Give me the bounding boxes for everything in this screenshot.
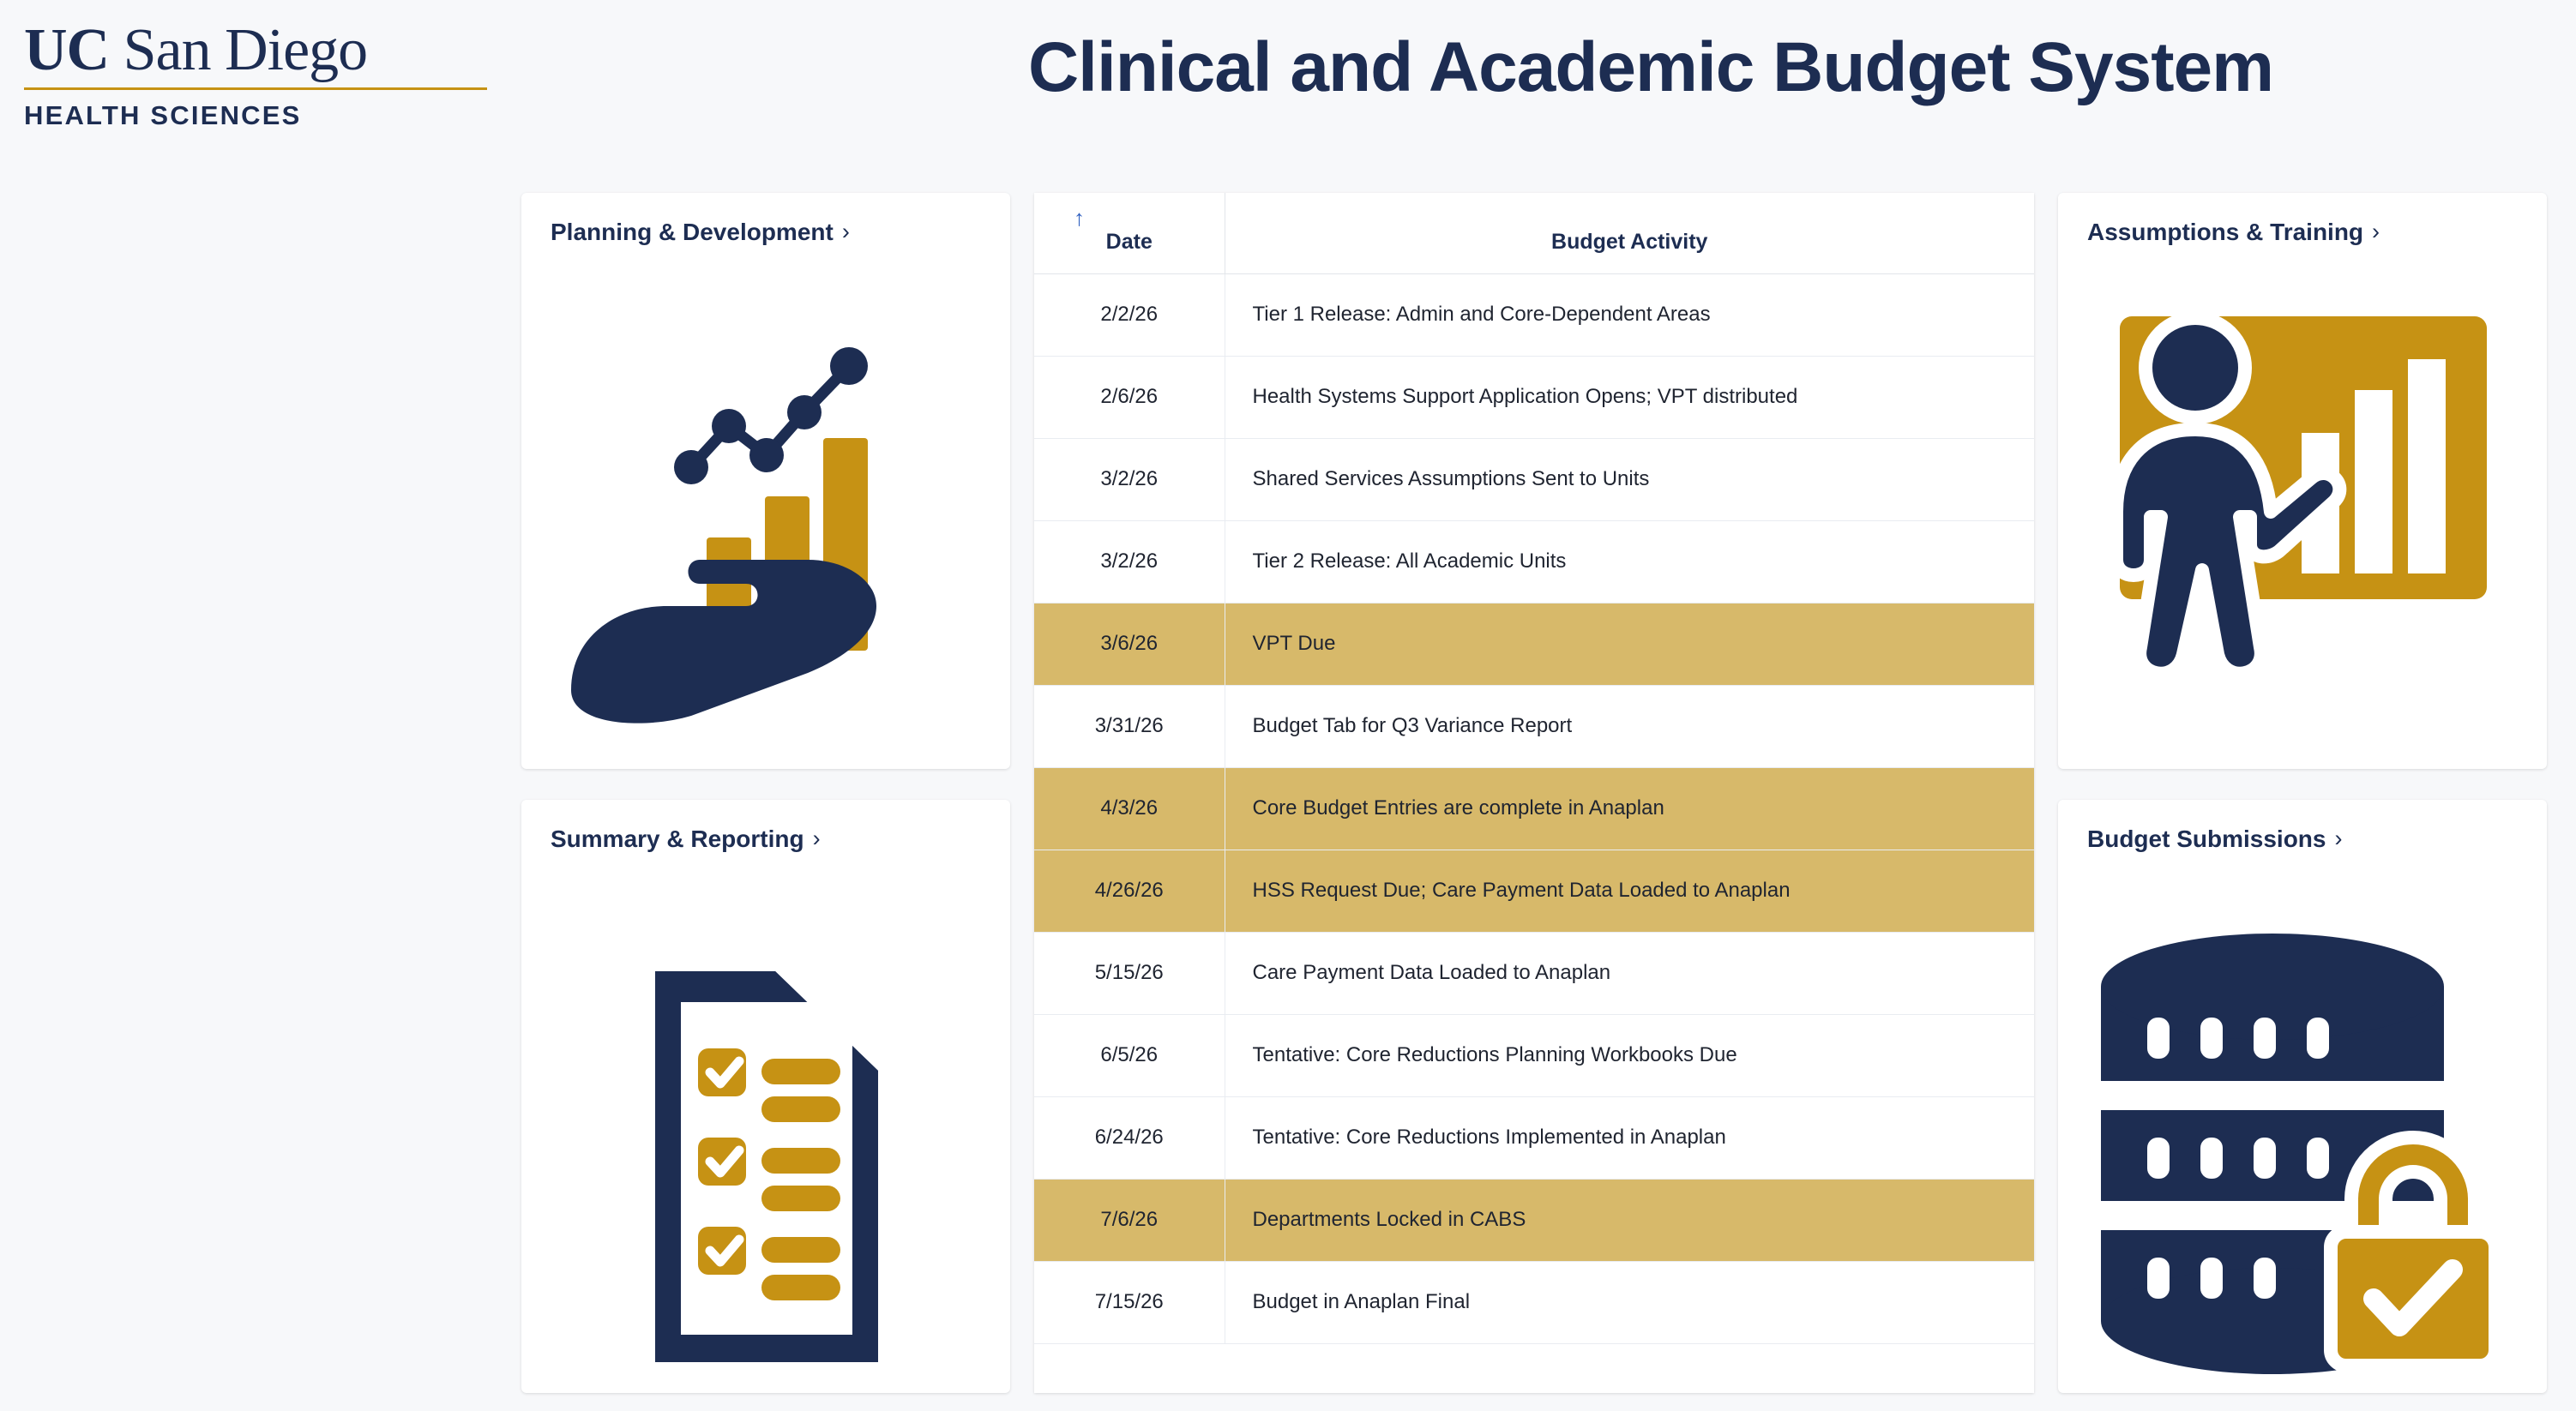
cell-date: 4/3/26 xyxy=(1034,767,1225,850)
table-row[interactable] xyxy=(1034,1179,2034,1261)
cell-budget-activity: Shared Services Assumptions Sent to Units xyxy=(1225,438,2034,520)
calendar-table xyxy=(1034,193,2034,1344)
cell-date: 2/6/26 xyxy=(1034,356,1225,438)
logo-sandiego-text: San Diego xyxy=(123,17,368,83)
card-summary-label: Summary & Reporting xyxy=(551,826,804,852)
chevron-right-icon[interactable]: › xyxy=(812,825,821,851)
cell-date: 3/31/26 xyxy=(1034,685,1225,767)
cell-budget-activity: Care Payment Data Loaded to Anaplan xyxy=(1225,932,2034,1014)
logo-wordmark xyxy=(24,19,504,82)
cell-budget-activity: Tentative: Core Reductions Implemented in Anaplan xyxy=(1225,1096,2034,1179)
cell-budget-activity: Core Budget Entries are complete in Anaplan xyxy=(1225,767,2034,850)
logo-subtitle: HEALTH SCIENCES xyxy=(24,99,302,130)
table-header xyxy=(1034,193,2034,273)
card-summary-and-reporting[interactable] xyxy=(521,800,1010,1393)
column-header-budget-activity[interactable] xyxy=(1225,193,2034,273)
cell-budget-activity: VPT Due xyxy=(1225,603,2034,685)
chevron-right-icon[interactable]: › xyxy=(2334,825,2343,851)
card-submissions-title xyxy=(2058,800,2547,853)
budget-calendar-table[interactable] xyxy=(1034,193,2034,1393)
sort-ascending-icon[interactable]: ↑ xyxy=(1074,205,1085,231)
table-body xyxy=(1034,273,2034,1343)
table-row[interactable] xyxy=(1034,767,2034,850)
column-header-activity-label: Budget Activity xyxy=(1551,229,1708,254)
table-row[interactable] xyxy=(1034,850,2034,932)
card-submissions-label: Budget Submissions xyxy=(2087,826,2326,852)
card-assumptions-title xyxy=(2058,193,2547,246)
table-header-row xyxy=(1034,193,2034,273)
table-row[interactable] xyxy=(1034,603,2034,685)
cell-date: 6/5/26 xyxy=(1034,1014,1225,1096)
table-row[interactable] xyxy=(1034,273,2034,356)
uc-san-diego-logo xyxy=(24,19,504,131)
table-row[interactable] xyxy=(1034,1014,2034,1096)
cell-date: 4/26/26 xyxy=(1034,850,1225,932)
table-row[interactable] xyxy=(1034,1096,2034,1179)
main-content xyxy=(0,193,2576,1393)
cell-date: 7/6/26 xyxy=(1034,1179,1225,1261)
chevron-right-icon[interactable]: › xyxy=(2372,218,2380,244)
chevron-right-icon[interactable]: › xyxy=(841,218,850,244)
table-row[interactable] xyxy=(1034,356,2034,438)
cell-budget-activity: HSS Request Due; Care Payment Data Loaded to Anaplan xyxy=(1225,850,2034,932)
cell-date: 3/2/26 xyxy=(1034,520,1225,603)
database-lock-icon xyxy=(2075,886,2530,1383)
cell-date: 6/24/26 xyxy=(1034,1096,1225,1179)
cell-budget-activity: Budget Tab for Q3 Variance Report xyxy=(1225,685,2034,767)
table-row[interactable] xyxy=(1034,932,2034,1014)
cell-date: 5/15/26 xyxy=(1034,932,1225,1014)
column-header-date-label: Date xyxy=(1105,229,1153,254)
logo-divider xyxy=(24,87,487,90)
cell-date: 3/6/26 xyxy=(1034,603,1225,685)
card-planning-label: Planning & Development xyxy=(551,219,834,245)
cell-budget-activity: Tier 2 Release: All Academic Units xyxy=(1225,520,2034,603)
checklist-document-icon xyxy=(563,886,969,1383)
page-title: Clinical and Academic Budget System xyxy=(1027,28,2274,106)
cell-date: 2/2/26 xyxy=(1034,273,1225,356)
card-assumptions-and-training[interactable] xyxy=(2058,193,2547,769)
column-header-date[interactable] xyxy=(1034,193,1225,273)
card-budget-submissions[interactable] xyxy=(2058,800,2547,1393)
card-assumptions-label: Assumptions & Training xyxy=(2087,219,2364,245)
card-planning-title xyxy=(521,193,1010,246)
cell-budget-activity: Tentative: Core Reductions Planning Workbooks Due xyxy=(1225,1014,2034,1096)
page-header xyxy=(0,0,2576,180)
cell-date: 7/15/26 xyxy=(1034,1261,1225,1343)
presenter-chart-icon xyxy=(2087,287,2519,750)
table-row[interactable] xyxy=(1034,438,2034,520)
cell-budget-activity: Tier 1 Release: Admin and Core-Dependent Areas xyxy=(1225,273,2034,356)
cell-budget-activity: Budget in Anaplan Final xyxy=(1225,1261,2034,1343)
logo-uc-text: UC xyxy=(24,17,110,83)
cell-budget-activity: Departments Locked in CABS xyxy=(1225,1179,2034,1261)
card-summary-title xyxy=(521,800,1010,853)
card-planning-and-development[interactable] xyxy=(521,193,1010,769)
cell-date: 3/2/26 xyxy=(1034,438,1225,520)
table-row[interactable] xyxy=(1034,520,2034,603)
table-row[interactable] xyxy=(1034,1261,2034,1343)
hand-growth-chart-icon xyxy=(563,287,969,733)
cell-budget-activity: Health Systems Support Application Opens; VPT distributed xyxy=(1225,356,2034,438)
table-row[interactable] xyxy=(1034,685,2034,767)
